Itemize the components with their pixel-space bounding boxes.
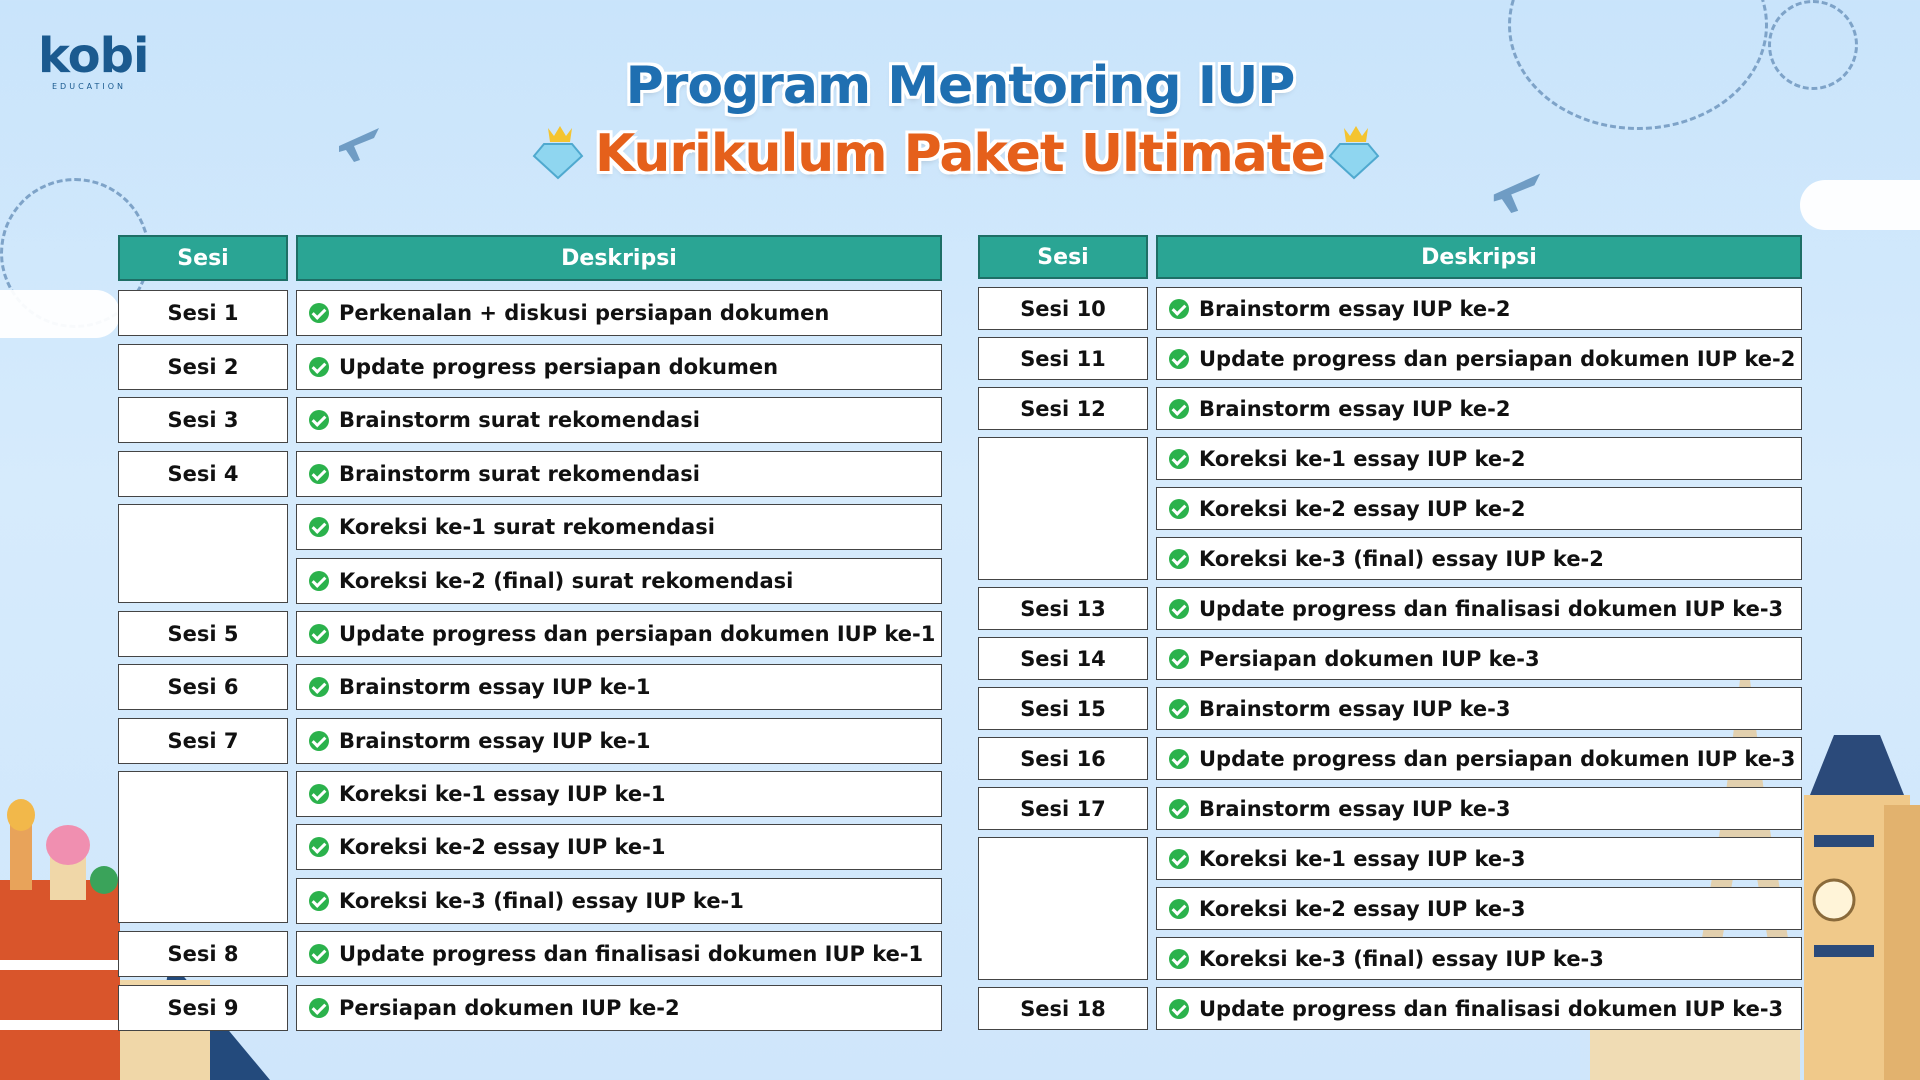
description-text: Koreksi ke-1 surat rekomendasi xyxy=(339,515,715,539)
sesi-cell-empty xyxy=(118,504,288,603)
sesi-cell: Sesi 12 xyxy=(978,387,1148,430)
sesi-cell: Sesi 18 xyxy=(978,987,1148,1030)
logo-subtitle: EDUCATION xyxy=(52,82,127,91)
kremlin-building-illustration xyxy=(0,760,120,1080)
check-icon xyxy=(309,891,329,911)
description-cell xyxy=(1156,387,1802,430)
description-cell xyxy=(296,664,942,710)
description-text: Koreksi ke-3 (final) essay IUP ke-1 xyxy=(339,889,744,913)
sesi-cell: Sesi 11 xyxy=(978,337,1148,380)
header-deskripsi: Deskripsi xyxy=(296,235,942,281)
sesi-cell: Sesi 2 xyxy=(118,344,288,390)
description-cell xyxy=(1156,637,1802,680)
description-cell xyxy=(296,985,942,1031)
page-subtitle: Kurikulum Paket Ultimate xyxy=(595,124,1325,184)
check-icon xyxy=(1169,499,1189,519)
description-text: Brainstorm essay IUP ke-2 xyxy=(1199,296,1511,321)
check-icon xyxy=(1169,799,1189,819)
description-text: Brainstorm essay IUP ke-1 xyxy=(339,675,651,699)
check-icon xyxy=(309,731,329,751)
check-icon xyxy=(1169,299,1189,319)
check-icon xyxy=(1169,849,1189,869)
sesi-cell: Sesi 17 xyxy=(978,787,1148,830)
check-icon xyxy=(309,517,329,537)
description-text: Update progress dan finalisasi dokumen IUP ke-1 xyxy=(339,942,924,966)
description-text: Update progress dan finalisasi dokumen IUP ke-3 xyxy=(1199,996,1784,1021)
sesi-cell: Sesi 10 xyxy=(978,287,1148,330)
sesi-cell: Sesi 9 xyxy=(118,985,288,1031)
diamond-crown-icon xyxy=(1326,122,1382,180)
sesi-cell: Sesi 8 xyxy=(118,931,288,977)
check-icon xyxy=(1169,549,1189,569)
sesi-cell-empty xyxy=(978,837,1148,980)
check-icon xyxy=(309,677,329,697)
sesi-cell-empty xyxy=(118,771,288,923)
description-cell xyxy=(296,611,942,657)
description-text: Persiapan dokumen IUP ke-3 xyxy=(1199,646,1540,671)
description-text: Koreksi ke-2 essay IUP ke-3 xyxy=(1199,896,1526,921)
check-icon xyxy=(309,998,329,1018)
description-text: Update progress dan persiapan dokumen IUP ke-2 xyxy=(1199,346,1796,371)
header-sesi: Sesi xyxy=(118,235,288,281)
check-icon xyxy=(1169,949,1189,969)
check-icon xyxy=(309,944,329,964)
description-text: Koreksi ke-3 (final) essay IUP ke-2 xyxy=(1199,546,1604,571)
description-cell xyxy=(296,771,942,817)
sesi-cell-empty xyxy=(978,437,1148,580)
description-text: Update progress dan finalisasi dokumen IUP ke-3 xyxy=(1199,596,1784,621)
description-cell xyxy=(1156,937,1802,980)
diamond-crown-icon xyxy=(530,122,586,180)
description-text: Update progress persiapan dokumen xyxy=(339,355,779,379)
description-cell xyxy=(1156,737,1802,780)
check-icon xyxy=(1169,449,1189,469)
check-icon xyxy=(309,784,329,804)
description-text: Koreksi ke-3 (final) essay IUP ke-3 xyxy=(1199,946,1604,971)
description-text: Brainstorm surat rekomendasi xyxy=(339,462,700,486)
sesi-cell: Sesi 16 xyxy=(978,737,1148,780)
description-cell xyxy=(296,558,942,604)
description-text: Koreksi ke-2 essay IUP ke-2 xyxy=(1199,496,1526,521)
description-text: Update progress dan persiapan dokumen IUP ke-1 xyxy=(339,622,936,646)
description-cell xyxy=(296,718,942,764)
description-text: Koreksi ke-2 (final) surat rekomendasi xyxy=(339,569,794,593)
description-text: Brainstorm essay IUP ke-3 xyxy=(1199,796,1511,821)
check-icon xyxy=(1169,649,1189,669)
check-icon xyxy=(1169,699,1189,719)
header-deskripsi: Deskripsi xyxy=(1156,235,1802,279)
check-icon xyxy=(309,464,329,484)
check-icon xyxy=(309,624,329,644)
description-text: Brainstorm essay IUP ke-2 xyxy=(1199,396,1511,421)
sesi-cell: Sesi 3 xyxy=(118,397,288,443)
description-cell xyxy=(1156,587,1802,630)
description-cell xyxy=(1156,887,1802,930)
description-cell xyxy=(1156,487,1802,530)
sesi-cell: Sesi 13 xyxy=(978,587,1148,630)
sesi-cell: Sesi 14 xyxy=(978,637,1148,680)
description-text: Brainstorm surat rekomendasi xyxy=(339,408,700,432)
description-cell xyxy=(296,504,942,550)
description-text: Brainstorm essay IUP ke-3 xyxy=(1199,696,1511,721)
description-text: Persiapan dokumen IUP ke-2 xyxy=(339,996,680,1020)
description-text: Update progress dan persiapan dokumen IUP ke-3 xyxy=(1199,746,1796,771)
check-icon xyxy=(309,410,329,430)
description-cell xyxy=(296,344,942,390)
description-cell xyxy=(1156,837,1802,880)
sesi-cell: Sesi 1 xyxy=(118,290,288,336)
check-icon xyxy=(1169,999,1189,1019)
description-text: Koreksi ke-1 essay IUP ke-2 xyxy=(1199,446,1526,471)
description-cell xyxy=(1156,787,1802,830)
check-icon xyxy=(1169,349,1189,369)
description-text: Brainstorm essay IUP ke-1 xyxy=(339,729,651,753)
logo-brand: kobi xyxy=(38,28,149,84)
page-title: Program Mentoring IUP xyxy=(625,56,1295,116)
cloud-decoration xyxy=(0,290,120,338)
check-icon xyxy=(309,303,329,323)
sesi-cell: Sesi 7 xyxy=(118,718,288,764)
check-icon xyxy=(1169,899,1189,919)
big-ben-illustration xyxy=(1794,735,1920,1080)
sesi-cell: Sesi 15 xyxy=(978,687,1148,730)
description-cell xyxy=(1156,537,1802,580)
description-cell xyxy=(296,397,942,443)
description-cell xyxy=(1156,287,1802,330)
cloud-decoration xyxy=(1800,180,1920,230)
check-icon xyxy=(1169,749,1189,769)
description-text: Koreksi ke-1 essay IUP ke-3 xyxy=(1199,846,1526,871)
description-text: Koreksi ke-1 essay IUP ke-1 xyxy=(339,782,666,806)
header-sesi: Sesi xyxy=(978,235,1148,279)
description-cell xyxy=(1156,987,1802,1030)
check-icon xyxy=(309,837,329,857)
check-icon xyxy=(309,357,329,377)
sesi-cell: Sesi 6 xyxy=(118,664,288,710)
sesi-cell: Sesi 4 xyxy=(118,451,288,497)
check-icon xyxy=(1169,399,1189,419)
description-cell xyxy=(1156,337,1802,380)
description-text: Perkenalan + diskusi persiapan dokumen xyxy=(339,301,830,325)
description-text: Koreksi ke-2 essay IUP ke-1 xyxy=(339,835,666,859)
description-cell xyxy=(296,451,942,497)
check-icon xyxy=(1169,599,1189,619)
sesi-cell: Sesi 5 xyxy=(118,611,288,657)
description-cell xyxy=(296,878,942,924)
check-icon xyxy=(309,571,329,591)
description-cell xyxy=(296,290,942,336)
description-cell xyxy=(296,824,942,870)
description-cell xyxy=(1156,437,1802,480)
description-cell xyxy=(296,931,942,977)
description-cell xyxy=(1156,687,1802,730)
